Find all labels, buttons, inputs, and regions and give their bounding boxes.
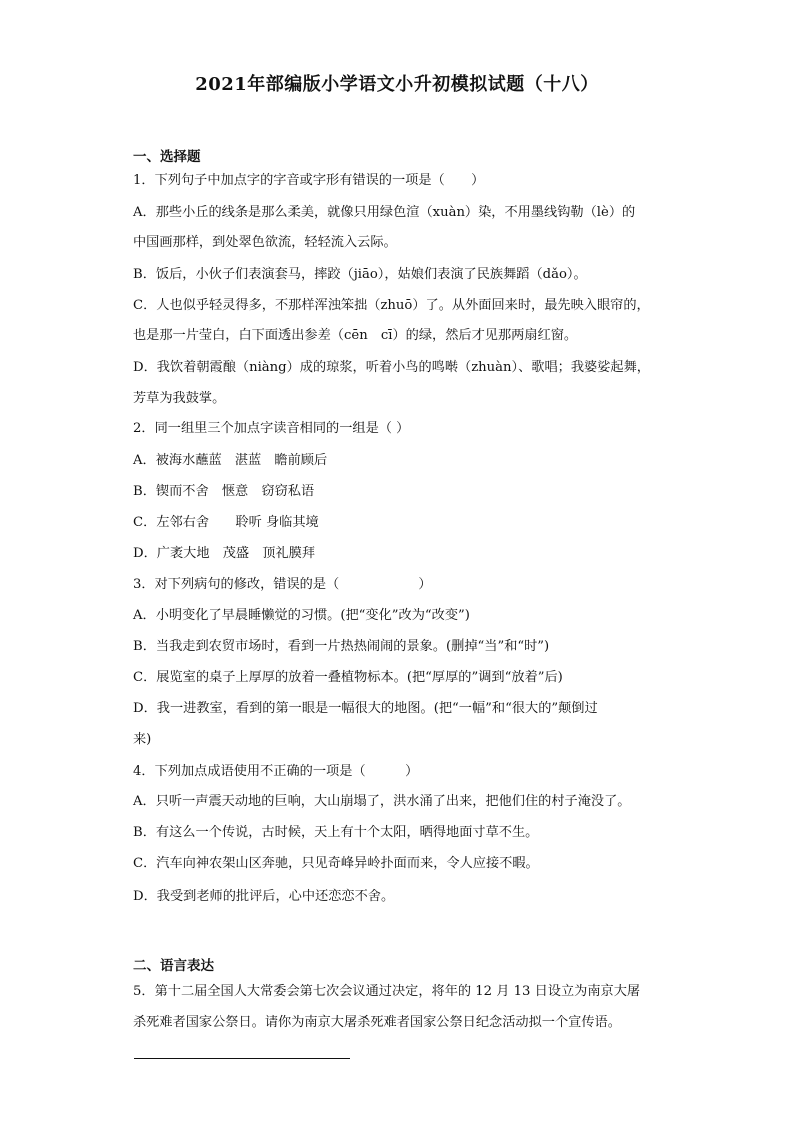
question-line-q1d1: D．我饮着朝霞酿（niàng）成的琼浆，听着小鸟的鸣啭（zhuàn）、歌唱；我婆娑起舞， <box>133 360 650 375</box>
section-heading: 二、语言表达 <box>133 958 214 974</box>
question-line-q4c: C．汽车向神农架山区奔驰，只见奇峰异岭扑面而来，令人应接不暇。 <box>133 856 539 871</box>
question-line-q1a1: A．那些小丘的线条是那么柔美，就像只用绿色渲（xuàn）染，不用墨线钩勒（lè）的 <box>133 205 636 220</box>
question-line-q3d2: 来) <box>133 732 152 747</box>
section-heading: 一、选择题 <box>133 149 201 165</box>
answer-blank-line[interactable] <box>134 1058 350 1059</box>
question-line-q1d2: 芳草为我鼓掌。 <box>133 391 226 406</box>
question-line-q2: 2．同一组里三个加点字读音相同的一组是（ ） <box>133 421 410 436</box>
question-line-q4a: A．只听一声震天动地的巨响，大山崩塌了，洪水涌了出来，把他们住的村子淹没了。 <box>133 794 631 809</box>
question-line-q2d: D．广袤大地 茂盛 顶礼膜拜 <box>133 546 316 561</box>
question-line-q1c2: 也是那一片莹白，白下面透出参差（cēn cī）的绿，然后才见那两扇红窗。 <box>133 328 578 343</box>
question-line-q3c: C．展览室的桌子上厚厚的放着一叠植物标本。(把“厚厚的”调到“放着”后) <box>133 670 563 685</box>
question-line-q2b: B．锲而不舍 惬意 窃窃私语 <box>133 484 315 499</box>
page-title: 2021年部编版小学语文小升初模拟试题（十八） <box>195 74 599 95</box>
question-line-q4: 4．下列加点成语使用不正确的一项是（ ） <box>133 764 419 779</box>
question-line-q5a: 5．第十二届全国人大常委会第七次会议通过决定，将年的 12 月 13 日设立为南京大屠 <box>133 984 641 999</box>
question-line-q2a: A．被海水蘸蓝 湛蓝 瞻前顾后 <box>133 453 328 468</box>
question-line-q4b: B．有这么一个传说，古时候，天上有十个太阳，晒得地面寸草不生。 <box>133 825 539 840</box>
question-line-q3: 3．对下列病句的修改，错误的是（ ） <box>133 577 432 592</box>
question-line-q1a2: 中国画那样，到处翠色欲流，轻轻流入云际。 <box>133 235 397 250</box>
question-line-q2c: C．左邻右舍 聆听 身临其境 <box>133 515 319 530</box>
question-line-q1b: B．饭后，小伙子们表演套马，摔跤（jiāo），姑娘们表演了民族舞蹈（dǎo）。 <box>133 267 587 282</box>
question-line-q5b: 杀死难者国家公祭日。请你为南京大屠杀死难者国家公祭日纪念活动拟一个宣传语。 <box>133 1015 621 1030</box>
question-line-q3d1: D．我一进教室，看到的第一眼是一幅很大的地图。(把“一幅”和“很大的”颠倒过 <box>133 701 598 716</box>
question-line-q1: 1．下列句子中加点字的字音或字形有错误的一项是（ ） <box>133 173 485 188</box>
question-line-q3a: A．小明变化了早晨睡懒觉的习惯。(把“变化”改为“改变”) <box>133 608 470 623</box>
question-line-q4d: D．我受到老师的批评后，心中还恋恋不舍。 <box>133 889 395 904</box>
question-line-q3b: B．当我走到农贸市场时，看到一片热热闹闹的景象。(删掉“当”和“时”) <box>133 639 550 654</box>
question-line-q1c1: C．人也似乎轻灵得多，不那样浑浊笨拙（zhuō）了。从外面回来时，最先映入眼帘的， <box>133 298 650 313</box>
